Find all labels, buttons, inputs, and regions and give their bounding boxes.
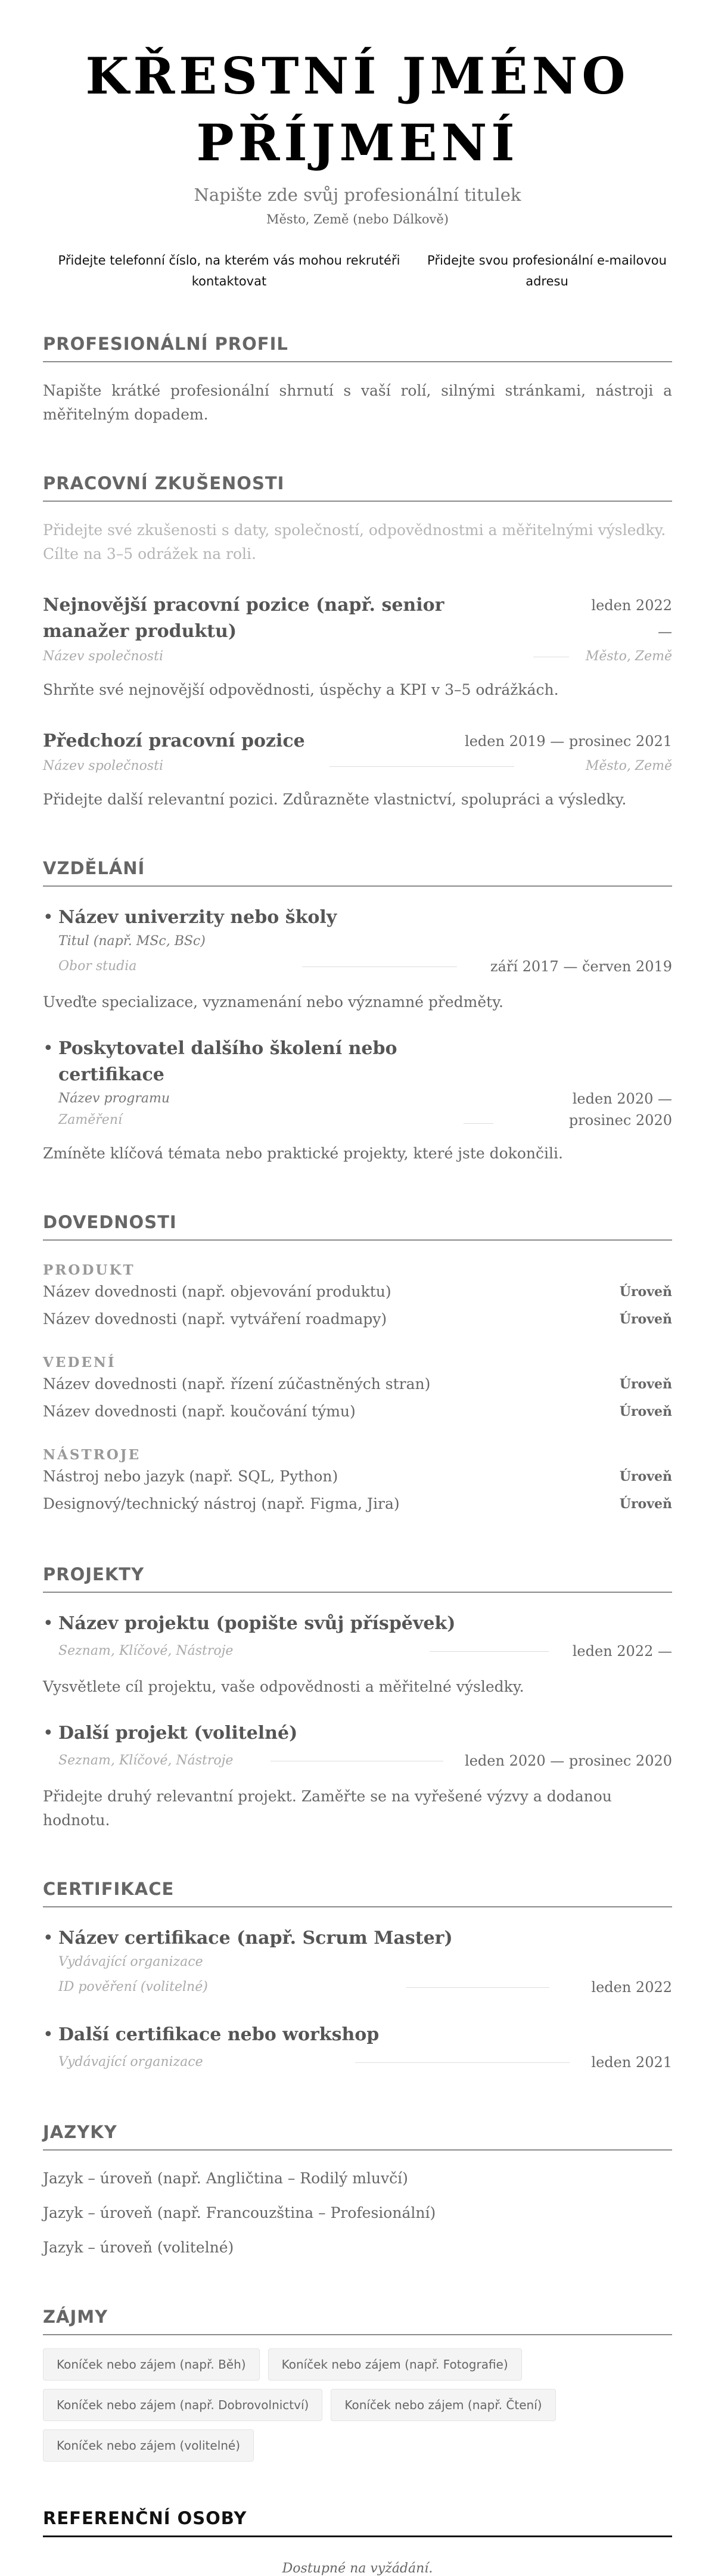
divider bbox=[464, 1123, 493, 1124]
project-description: Vysvětlete cíl projektu, vaše odpovědnosti a měřitelné výsledky. bbox=[43, 1678, 524, 1695]
skill-group-title: NÁSTROJE bbox=[43, 1447, 141, 1463]
language-item: Jazyk – úroveň (volitelné) bbox=[43, 2239, 234, 2256]
first-name: KŘESTNÍ JMÉNO bbox=[85, 46, 630, 105]
section-title: CERTIFIKACE bbox=[43, 1879, 672, 1907]
degree: Název programu bbox=[58, 1091, 170, 1106]
project-keywords: Seznam, Klíčové, Nástroje bbox=[58, 1753, 234, 1768]
certification-name: Název certifikace (např. Scrum Master) bbox=[58, 1928, 453, 1949]
section-title: REFERENČNÍ OSOBY bbox=[43, 2508, 672, 2537]
job-title: Předchozí pracovní pozice bbox=[43, 731, 305, 751]
bullet-icon: • bbox=[43, 1613, 54, 1634]
skill-level: Úroveň bbox=[619, 1469, 672, 1484]
interest-chip: Koníček nebo zájem (např. Běh) bbox=[43, 2348, 260, 2381]
job-description: Shrňte své nejnovější odpovědnosti, úspěchy a KPI v 3–5 odrážkách. bbox=[43, 681, 559, 698]
skill-row bbox=[43, 1371, 672, 1398]
interest-chips bbox=[43, 2348, 672, 2470]
skill-name: Nástroj nebo jazyk (např. SQL, Python) bbox=[43, 1468, 338, 1485]
skill-group-title: VEDENÍ bbox=[43, 1354, 116, 1371]
skill-level: Úroveň bbox=[619, 1496, 672, 1512]
education-date: září 2017 — červen 2019 bbox=[490, 958, 672, 975]
certification-date: leden 2022 bbox=[591, 1979, 672, 1996]
section-title: JAZYKY bbox=[43, 2122, 672, 2151]
skill-row bbox=[43, 1306, 672, 1333]
skill-name: Název dovednosti (např. vytváření roadmapy) bbox=[43, 1310, 387, 1328]
project-date: leden 2020 — prosinec 2020 bbox=[465, 1752, 672, 1769]
education-entry bbox=[43, 1036, 672, 1166]
email-contact: Přidejte svou profesionální e-mailovou adresu bbox=[427, 253, 667, 288]
section-title: ZÁJMY bbox=[43, 2307, 672, 2335]
education-description: Uveďte specializace, vyznamenání nebo významné předměty. bbox=[43, 993, 503, 1011]
projects-section bbox=[43, 1564, 672, 1832]
skill-name: Název dovednosti (např. řízení zúčastněných stran) bbox=[43, 1375, 431, 1393]
project-date: leden 2022 — bbox=[572, 1643, 672, 1660]
job-location: Město, Země bbox=[585, 649, 672, 664]
interests-section bbox=[43, 2307, 672, 2470]
profile-section bbox=[43, 334, 672, 427]
bullet-icon: • bbox=[43, 1928, 54, 1949]
profile-text: Napište krátké profesionální shrnutí s vaší rolí, silnými stránkami, nástroji a měřitelným dopadem. bbox=[43, 382, 672, 423]
degree: Titul (např. MSc, BSc) bbox=[58, 934, 206, 949]
references-section bbox=[43, 2508, 672, 2576]
skill-row bbox=[43, 1463, 672, 1490]
interest-chip: Koníček nebo zájem (např. Fotografie) bbox=[268, 2348, 522, 2381]
skill-group-title: PRODUKT bbox=[43, 1262, 135, 1278]
references-text: Dostupné na vyžádání. bbox=[282, 2561, 433, 2576]
divider bbox=[355, 2062, 570, 2063]
education-description: Zmíněte klíčová témata nebo praktické projekty, které jste dokončili. bbox=[43, 1145, 563, 1162]
language-item: Jazyk – úroveň (např. Angličtina – Rodilý mluvčí) bbox=[43, 2170, 408, 2187]
company-name: Název společnosti bbox=[43, 759, 163, 773]
certification-entry bbox=[43, 1925, 672, 2000]
divider bbox=[329, 766, 514, 767]
experience-entry bbox=[43, 728, 672, 812]
experience-entry bbox=[43, 592, 672, 702]
bullet-icon: • bbox=[43, 1723, 54, 1744]
section-title: PRACOVNÍ ZKUŠENOSTI bbox=[43, 473, 672, 502]
skill-row bbox=[43, 1278, 672, 1306]
skill-row bbox=[43, 1490, 672, 1518]
interest-chip: Koníček nebo zájem (volitelné) bbox=[43, 2429, 254, 2462]
certification-name: Další certifikace nebo workshop bbox=[58, 2024, 380, 2045]
experience-section bbox=[43, 473, 672, 812]
interest-chip: Koníček nebo zájem (např. Dobrovolnictví) bbox=[43, 2389, 322, 2421]
company-name: Název společnosti bbox=[43, 649, 163, 664]
contact-row bbox=[43, 250, 672, 292]
skill-level: Úroveň bbox=[619, 1404, 672, 1419]
skill-level: Úroveň bbox=[619, 1284, 672, 1300]
interest-chip: Koníček nebo zájem (např. Čtení) bbox=[331, 2389, 555, 2421]
section-title: PROJEKTY bbox=[43, 1564, 672, 1593]
divider bbox=[430, 1651, 549, 1652]
education-section bbox=[43, 858, 672, 1166]
section-title: PROFESIONÁLNÍ PROFIL bbox=[43, 334, 672, 362]
phone-contact: Přidejte telefonní číslo, na kterém vás mohou rekrutéři kontaktovat bbox=[58, 253, 400, 288]
divider bbox=[406, 1987, 549, 1988]
field-of-study: Obor studia bbox=[58, 959, 137, 974]
section-title: DOVEDNOSTI bbox=[43, 1212, 672, 1241]
experience-intro: Přidejte své zkušenosti s daty, společností, odpovědnostmi a měřitelnými výsledky. Cílte na 3–5 odrážek na roli. bbox=[43, 521, 666, 563]
project-name: Název projektu (popište svůj příspěvek) bbox=[58, 1613, 456, 1634]
full-name bbox=[43, 43, 672, 176]
job-date: leden 2022 — bbox=[591, 597, 672, 640]
languages-section bbox=[43, 2122, 672, 2265]
education-entry bbox=[43, 905, 672, 1014]
skill-group bbox=[43, 1262, 672, 1333]
skill-name: Název dovednosti (např. koučování týmu) bbox=[43, 1403, 356, 1420]
skills-section bbox=[43, 1212, 672, 1518]
job-description: Přidejte další relevantní pozici. Zdůrazněte vlastnictví, spolupráci a výsledky. bbox=[43, 791, 627, 808]
bullet-icon: • bbox=[43, 1038, 54, 1059]
skill-name: Designový/technický nástroj (např. Figma, Jira) bbox=[43, 1495, 400, 1512]
skill-name: Název dovednosti (např. objevování produktu) bbox=[43, 1283, 391, 1300]
project-entry bbox=[43, 1611, 672, 1699]
last-name: PŘÍJMENÍ bbox=[196, 113, 519, 172]
certification-date: leden 2021 bbox=[591, 2054, 672, 2071]
bullet-icon: • bbox=[43, 2024, 54, 2045]
skill-group bbox=[43, 1447, 672, 1518]
skill-level: Úroveň bbox=[619, 1312, 672, 1327]
issuer: Vydávající organizace bbox=[58, 1954, 203, 1969]
location: Město, Země (nebo Dálkově) bbox=[266, 212, 449, 226]
education-date: leden 2020 — prosinec 2020 bbox=[568, 1090, 672, 1129]
skill-level: Úroveň bbox=[619, 1376, 672, 1392]
bullet-icon: • bbox=[43, 907, 54, 928]
project-description: Přidejte druhý relevantní projekt. Zaměřte se na vyřešené výzvy a dodanou hodnotu. bbox=[43, 1788, 612, 1829]
skill-row bbox=[43, 1398, 672, 1425]
project-entry bbox=[43, 1720, 672, 1832]
issuer: Vydávající organizace bbox=[58, 2055, 203, 2069]
skill-group bbox=[43, 1354, 672, 1425]
project-keywords: Seznam, Klíčové, Nástroje bbox=[58, 1643, 234, 1658]
language-item: Jazyk – úroveň (např. Francouzština – Profesionální) bbox=[43, 2204, 436, 2221]
school-name: Název univerzity nebo školy bbox=[58, 907, 337, 928]
job-title: Nejnovější pracovní pozice (např. senior manažer produktu) bbox=[43, 595, 444, 642]
resume-header bbox=[43, 43, 672, 292]
certification-entry bbox=[43, 2022, 672, 2075]
project-name: Další projekt (volitelné) bbox=[58, 1723, 298, 1744]
field-of-study: Zaměření bbox=[58, 1113, 123, 1127]
professional-tagline: Napište zde svůj profesionální titulek bbox=[194, 185, 521, 205]
section-title: VZDĚLÁNÍ bbox=[43, 858, 672, 887]
job-date: leden 2019 — prosinec 2021 bbox=[465, 733, 672, 750]
job-location: Město, Země bbox=[585, 759, 672, 773]
certifications-section bbox=[43, 1879, 672, 2075]
school-name: Poskytovatel dalšího školení nebo certifikace bbox=[58, 1038, 397, 1085]
credential-id: ID pověření (volitelné) bbox=[58, 1980, 208, 1994]
